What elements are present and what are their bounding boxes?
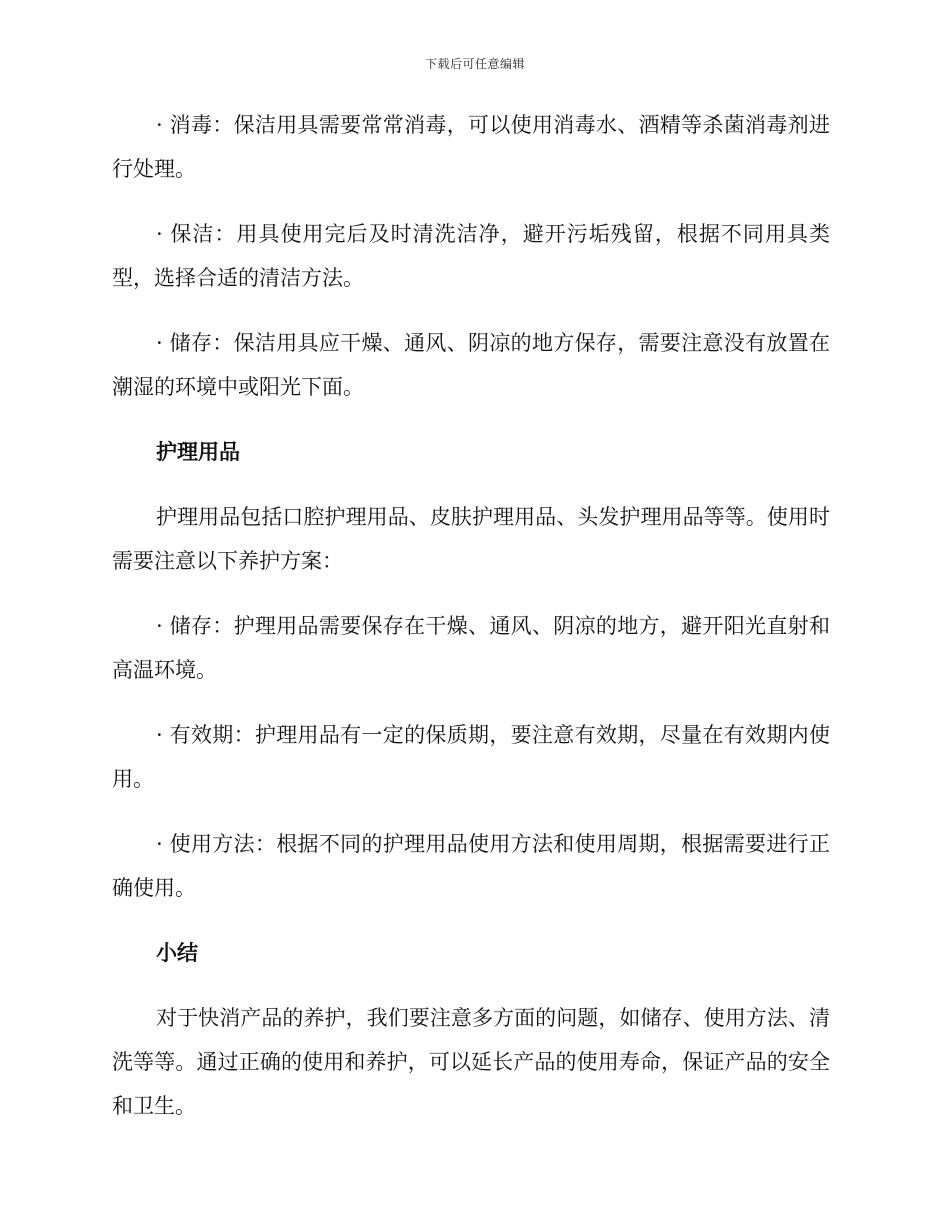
bullet-disinfection: · 消毒：保洁用具需要常常消毒，可以使用消毒水、酒精等杀菌消毒剂进行处理。 xyxy=(112,113,830,181)
document-body xyxy=(112,103,830,1149)
bullet-storage-tools: · 储存：保洁用具应干燥、通风、阴凉的地方保存，需要注意没有放置在潮湿的环境中或阳光下面。 xyxy=(112,331,830,399)
bullet-cleaning: · 保洁：用具使用完后及时清洗洁净，避开污垢残留，根据不同用具类型，选择合适的清洁方法。 xyxy=(112,222,830,290)
section-heading-care-products: 护理用品 xyxy=(156,439,240,464)
care-products-intro: 护理用品包括口腔护理用品、皮肤护理用品、头发护理用品等等。使用时需要注意以下养护方案： xyxy=(112,505,830,573)
bullet-expiry: · 有效期：护理用品有一定的保质期，要注意有效期，尽量在有效期内使用。 xyxy=(112,723,830,791)
section-heading-summary: 小结 xyxy=(156,940,198,965)
bullet-storage-care: · 储存：护理用品需要保存在干燥、通风、阴凉的地方，避开阳光直射和高温环境。 xyxy=(112,614,830,682)
summary-paragraph: 对于快消产品的养护，我们要注意多方面的问题，如储存、使用方法、清洗等等。通过正确的使用和养护，可以延长产品的使用寿命，保证产品的安全和卫生。 xyxy=(112,1006,830,1118)
bullet-usage: · 使用方法：根据不同的护理用品使用方法和使用周期，根据需要进行正确使用。 xyxy=(112,832,830,900)
page-header: 下载后可任意编辑 xyxy=(424,57,525,71)
